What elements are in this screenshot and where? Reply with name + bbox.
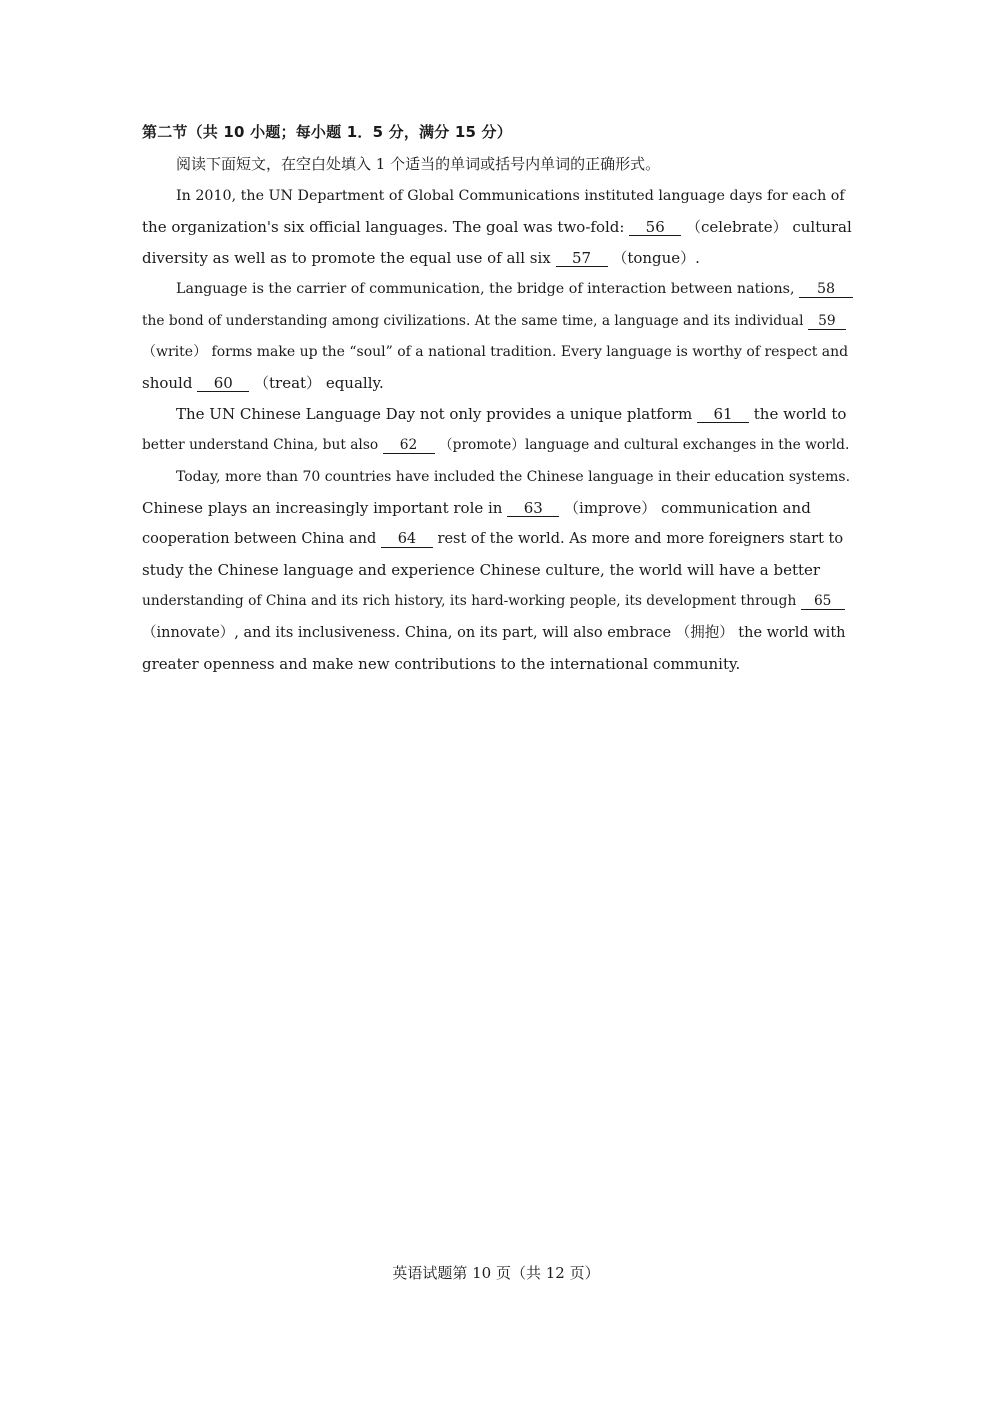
- passage-text: should: [142, 374, 193, 392]
- passage-text: （treat） equally.: [254, 374, 384, 392]
- passage-text: （tongue）.: [612, 249, 700, 267]
- passage-line: [142, 217, 852, 237]
- passage-line: study the Chinese language and experience Chinese culture, the world will have a better: [142, 561, 821, 579]
- passage-line: In 2010, the UN Department of Global Communications instituted language days for each of: [176, 188, 845, 204]
- passage-text: rest of the world. As more and more foreigners start to: [437, 531, 844, 547]
- passage-text: the world to: [753, 405, 847, 423]
- passage-line: Today, more than 70 countries have included the Chinese language in their education systems.: [176, 469, 851, 485]
- page-number-footer: 英语试题第 10 页（共 12 页）: [392, 1264, 600, 1282]
- passage-text: （improve） communication and: [564, 499, 811, 517]
- passage-line: （write） forms make up the “soul” of a national tradition. Every language is worthy of respect and: [142, 344, 849, 360]
- passage-line: [142, 248, 852, 268]
- passage-text: Chinese plays an increasingly important role in: [142, 499, 503, 517]
- passage-line: [142, 311, 852, 331]
- blank-57[interactable]: 57: [556, 250, 608, 267]
- passage-line: （innovate）, and its inclusiveness. China, on its part, will also embrace （拥抱） the world with: [142, 625, 846, 641]
- passage-text: the bond of understanding among civilizations. At the same time, a language and its individual: [142, 313, 804, 329]
- passage-text: Language is the carrier of communication, the bridge of interaction between nations,: [176, 281, 795, 297]
- passage-line: [142, 591, 852, 611]
- blank-56[interactable]: 56: [629, 219, 681, 236]
- blank-58[interactable]: 58: [799, 281, 853, 298]
- blank-60[interactable]: 60: [197, 375, 249, 392]
- passage-line: [142, 529, 852, 549]
- blank-63[interactable]: 63: [507, 500, 559, 517]
- passage-text: （promote）language and cultural exchanges in the world.: [438, 437, 850, 453]
- passage-text: The UN Chinese Language Day not only provides a unique platform: [176, 405, 693, 423]
- blank-59[interactable]: 59: [808, 313, 846, 330]
- passage-line: [176, 279, 852, 299]
- passage-line: [142, 373, 852, 393]
- blank-64[interactable]: 64: [381, 531, 433, 548]
- passage-text: the organization's six official languages. The goal was two-fold:: [142, 218, 625, 236]
- passage-text: understanding of China and its rich history, its hard-working people, its development through: [142, 593, 797, 609]
- passage-text: diversity as well as to promote the equal use of all six: [142, 249, 551, 267]
- section-title: 第二节（共 10 小题；每小题 1．5 分，满分 15 分）: [142, 123, 512, 141]
- blank-65[interactable]: 65: [801, 593, 845, 610]
- blank-61[interactable]: 61: [697, 406, 749, 423]
- passage-line: greater openness and make new contributions to the international community.: [142, 655, 741, 673]
- passage-text: （celebrate） cultural: [686, 218, 852, 236]
- passage-text: better understand China, but also: [142, 437, 379, 453]
- passage-line: [176, 404, 852, 424]
- blank-62[interactable]: 62: [383, 437, 435, 454]
- passage-line: [142, 435, 852, 455]
- passage-text: cooperation between China and: [142, 531, 377, 547]
- instruction-text: 阅读下面短文，在空白处填入 1 个适当的单词或括号内单词的正确形式。: [176, 155, 661, 173]
- passage-line: [142, 498, 852, 518]
